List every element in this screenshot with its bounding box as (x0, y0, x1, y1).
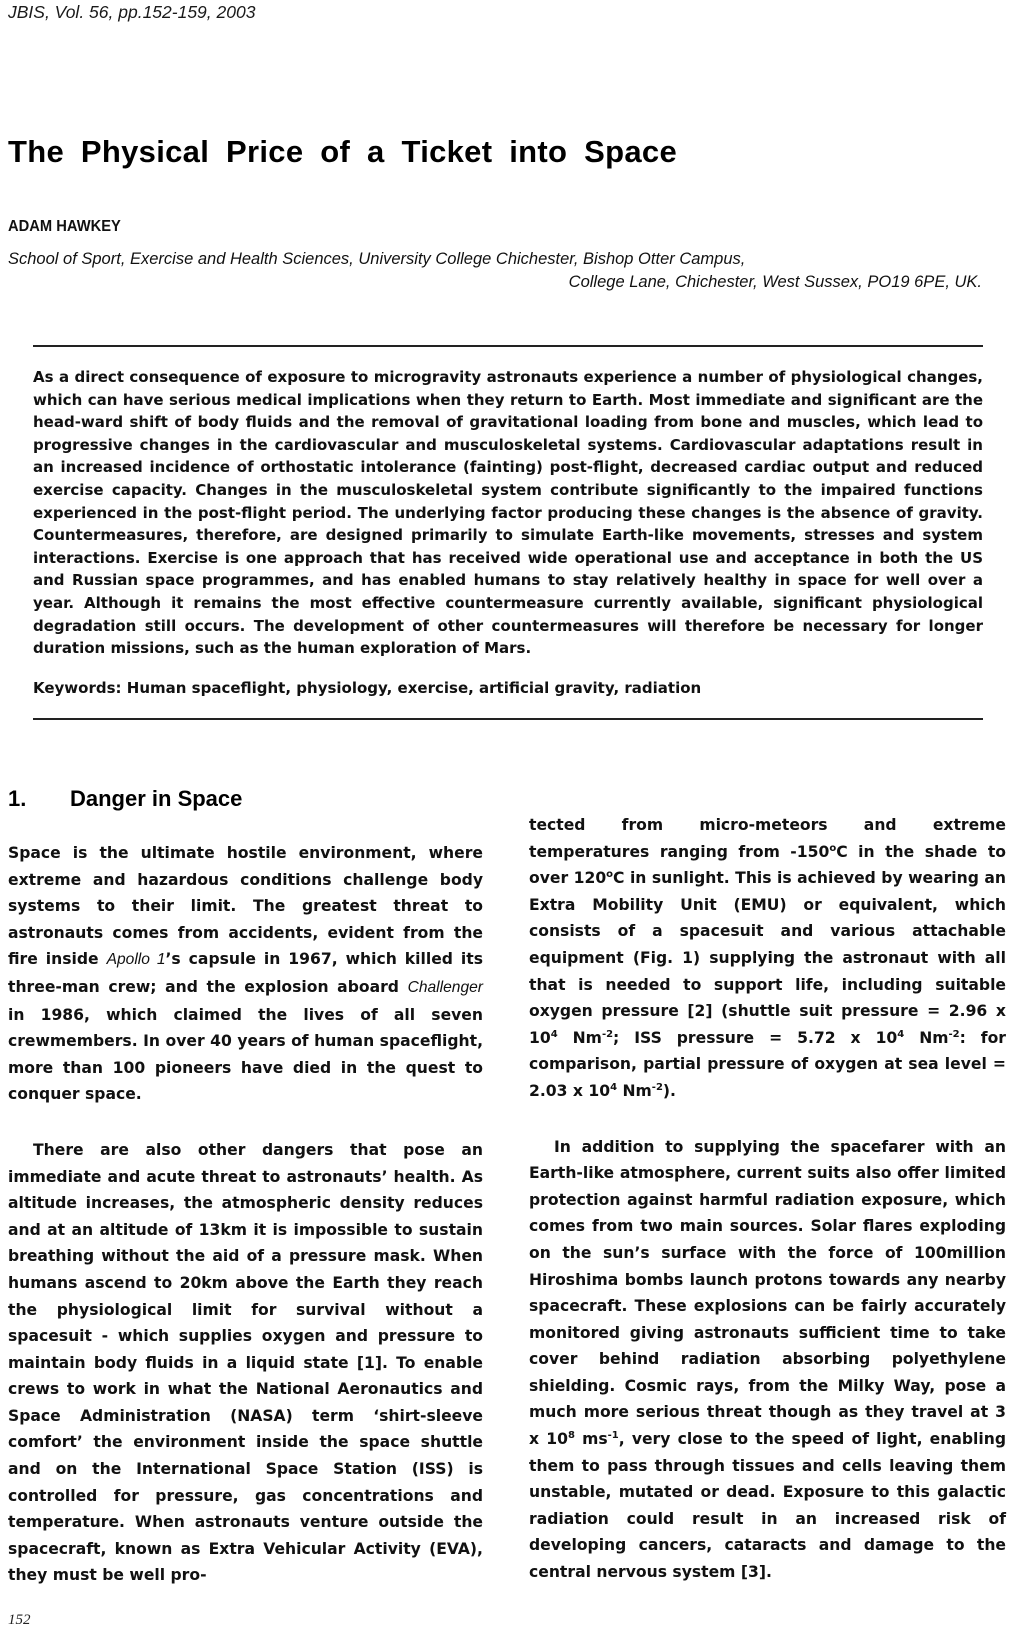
text-run: C in sunlight. This is achieved by wearing an Extra Mobility Unit (EMU) or equivalent, which consists of a spacesuit and various attachable equipment (Fig. 1) supplying the astronaut with all that is needed to support life, including suitable oxygen pressure [2] (shuttle suit pressure = 2.96 x 10 (529, 869, 1006, 1047)
author-name: ADAM HAWKEY (8, 218, 121, 235)
body-column-left (8, 840, 483, 1589)
text-run: , very close to the speed of light, enabling them to pass through tissues and cells leaving them unstable, mutated or dead. Exposure to this galactic radiation could result in an increased risk of developing cancers, cataracts and damage to the central nervous system [3]. (529, 1430, 1006, 1582)
keywords (33, 679, 983, 697)
body-column-right (529, 812, 1006, 1586)
superscript: o (606, 869, 614, 880)
section-number: 1. (8, 786, 27, 811)
text-run: Nm (904, 1028, 949, 1047)
spacecraft-name-apollo: Apollo 1 (106, 951, 166, 969)
paragraph (8, 840, 483, 1108)
journal-reference: JBIS, Vol. 56, pp.152-159, 2003 (8, 2, 256, 22)
section-title: Danger in Space (70, 786, 243, 811)
affiliation-line-2: College Lane, Chichester, West Sussex, PO19 6PE, UK. (568, 273, 982, 291)
text-run: Nm (617, 1081, 652, 1100)
text-run: In addition to supplying the spacefarer with an Earth-like atmosphere, current suits also offer limited protection against harmful radiation exposure, which comes from two main sources. Solar flares exploding on the sun’s surface with the force of 100million Hiroshima bombs launch protons towards any nearby spacecraft. These explosions can be fairly accurately monitored giving astronauts sufficient time to take cover behind radiation absorbing polyethylene shielding. Cosmic rays, from the Milky Way, pose a much more serious threat though as they travel at 3 x 10 (529, 1137, 1006, 1449)
superscript: 8 (567, 1429, 575, 1441)
keywords-value: Human spaceflight, physiology, exercise, artificial gravity, radiation (121, 679, 702, 697)
superscript: 4 (610, 1081, 618, 1093)
superscript: -2 (651, 1081, 663, 1093)
affiliation-line-1: School of Sport, Exercise and Health Sciences, University College Chichester, Bishop Otter Campus, (8, 250, 746, 268)
text-run: : for comparison, partial pressure of oxygen at sea level = 2.03 x 10 (529, 1028, 1006, 1100)
text-run: Nm (557, 1028, 602, 1047)
section-heading (8, 786, 242, 812)
article-title: The Physical Price of a Ticket into Space (8, 134, 678, 169)
superscript: -2 (948, 1028, 960, 1040)
text-run: tected from micro-meteors and extreme temperatures ranging from -150 (529, 816, 1006, 861)
text-run: C in the shade to over 120 (529, 842, 1006, 888)
text-run: ). (662, 1081, 676, 1100)
superscript: -1 (607, 1429, 619, 1441)
superscript: o (829, 842, 837, 854)
superscript: 4 (550, 1028, 558, 1040)
paragraph: There are also other dangers that pose an immediate and acute threat to astronauts’ health. As altitude increases, the atmospheric density reduces and at an altitude of 13km it is impossible to sustain breathing without the aid of a pressure mask. When humans ascend to 20km above the Earth they reach the physiological limit for survival without a spacesuit - which supplies oxygen and pressure to maintain body fluids in a liquid state [1]. To enable crews to work in what the National Aeronautics and Space Administration (NASA) term ‘shirt-sleeve comfort’ the environment inside the space shuttle and on the International Space Station (ISS) is controlled for pressure, gas concentrations and temperature. When astronauts venture outside the spacecraft, known as Extra Vehicular Activity (EVA), they must be well pro- (8, 1140, 483, 1585)
paragraph (529, 1134, 1006, 1586)
keywords-label: Keywords: (33, 679, 122, 697)
abstract: As a direct consequence of exposure to microgravity astronauts experience a number of physiological changes, which can have serious medical implications when they return to Earth. Most immediate and significant are the head-ward shift of body fluids and the removal of gravitational loading from bone and muscles, which lead to progressive changes in the cardiovascular and musculoskeletal systems. Cardiovascular adaptations result in an increased incidence of orthostatic intolerance (fainting) post-flight, decreased cardiac output and reduced exercise capacity. Changes in the musculoskeletal system contribute significantly to the impaired functions experienced in the post-flight period. The underlying factor producing these changes is the absence of gravity. Countermeasures, therefore, are designed primarily to simulate Earth-like movements, stresses and system interactions. Exercise is one approach that has received wide operational use and acceptance in both the US and Russian space programmes, and has enabled humans to stay relatively healthy in space for well over a year. Although it remains the most effective countermeasure currently available, significant physiological degradation still occurs. The development of other countermeasures will therefore be necessary for longer duration missions, such as the human exploration of Mars. (33, 368, 983, 658)
text-run: ms (574, 1430, 608, 1449)
superscript: 4 (897, 1028, 905, 1040)
text-run: ’s capsule in 1967, which killed its three-man crew; and the explosion aboard (8, 950, 483, 996)
text-run: in 1986, which claimed the lives of all seven crewmembers. In over 40 years of human spaceflight, more than 100 pioneers have died in the quest to conquer space. (8, 1005, 483, 1104)
divider-bottom (33, 718, 983, 720)
page-number: 152 (8, 1612, 31, 1628)
divider-top (33, 345, 983, 347)
text-run: ; ISS pressure = 5.72 x 10 (613, 1028, 898, 1047)
paragraph (529, 812, 1006, 1105)
superscript: -2 (601, 1028, 614, 1040)
spacecraft-name-challenger: Challenger (407, 978, 483, 996)
text-run: Space is the ultimate hostile environment, where extreme and hazardous conditions challenge body systems to their limit. The greatest threat to astronauts comes from accidents, evident from the fire inside (8, 844, 483, 969)
